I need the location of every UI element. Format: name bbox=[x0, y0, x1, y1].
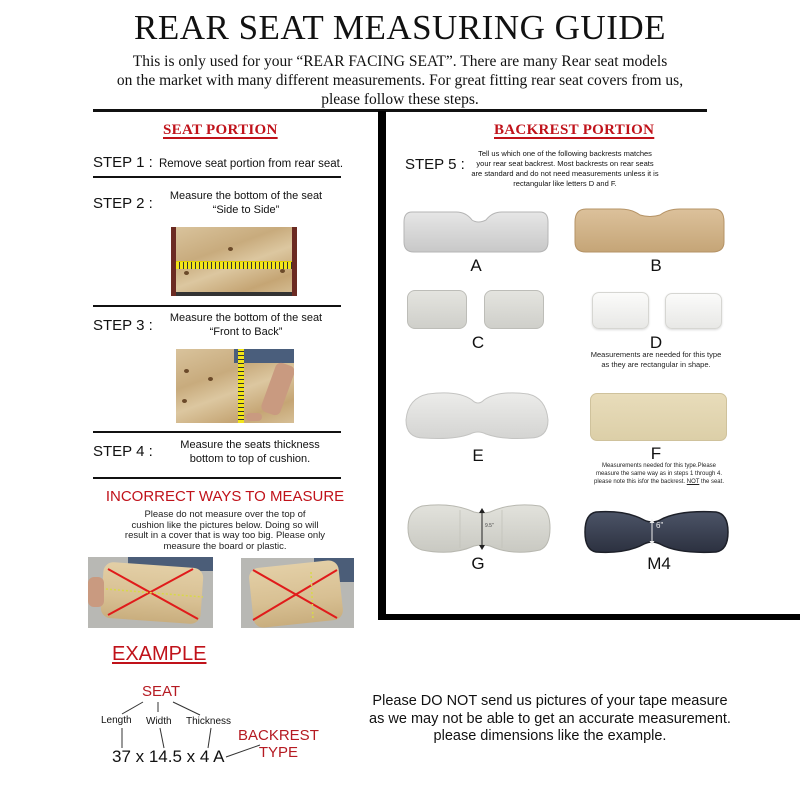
step-1-label: STEP 1 : bbox=[93, 154, 153, 171]
backrest-b-image bbox=[572, 206, 728, 256]
backrest-d-image-right bbox=[665, 293, 722, 329]
step-3-text bbox=[156, 312, 336, 339]
backrest-a-image bbox=[402, 208, 550, 254]
incorrect-line: cushion like the pictures below. Doing so will bbox=[131, 519, 319, 531]
step-1-text: Remove seat portion from rear seat. bbox=[158, 158, 344, 170]
step-divider bbox=[93, 431, 341, 433]
thickness-label: Thickness bbox=[186, 716, 232, 727]
backrest-m4-label: M4 bbox=[647, 554, 671, 573]
incorrect-text bbox=[120, 510, 330, 552]
note-text: the seat. bbox=[699, 479, 724, 485]
note-text: please note this isfor the backrest. bbox=[594, 479, 686, 485]
red-x-icon bbox=[241, 558, 354, 628]
tape-measure-warning bbox=[340, 693, 760, 746]
incorrect-line: Please do not measure over the top of bbox=[144, 509, 306, 520]
backrest-b-label: B bbox=[650, 256, 662, 275]
step-2-label: STEP 2 : bbox=[93, 195, 153, 212]
example-backrest-type-label bbox=[238, 727, 319, 761]
backrest-f-label: F bbox=[650, 444, 662, 463]
backrest-c-image-right bbox=[484, 290, 544, 329]
backrest-d-label: D bbox=[649, 333, 663, 352]
example-formula: 37 x 14.5 x 4 A bbox=[112, 747, 225, 766]
step-divider bbox=[93, 176, 341, 178]
backrest-portion-heading: BACKREST PORTION bbox=[494, 122, 655, 138]
backrest-f-image bbox=[590, 393, 727, 441]
backrest-e-label: E bbox=[472, 446, 484, 465]
step-5-label: STEP 5 : bbox=[405, 156, 465, 173]
backrest-d-image-left bbox=[592, 292, 649, 329]
backrest-bottom-border bbox=[378, 614, 800, 620]
step-5-line: rectangular like letters D and F. bbox=[513, 179, 617, 188]
step-4-text bbox=[160, 439, 340, 466]
backrest-g-label: G bbox=[471, 554, 485, 573]
step-5-text bbox=[460, 149, 670, 189]
incorrect-heading: INCORRECT WAYS TO MEASURE bbox=[105, 488, 345, 505]
board-hole bbox=[208, 377, 213, 381]
top-divider bbox=[93, 109, 707, 112]
step-5-line: your rear seat backrest. Most backrests on rear seats bbox=[476, 159, 654, 168]
red-x-icon bbox=[88, 557, 213, 628]
backrest-type-line: TYPE bbox=[258, 744, 299, 761]
example-heading: EXAMPLE bbox=[112, 643, 207, 665]
width-label: Width bbox=[146, 716, 172, 727]
step-4-label: STEP 4 : bbox=[93, 443, 153, 460]
backrest-g-dimension: 9.5" bbox=[485, 523, 494, 529]
step-4-line: bottom to top of cushion. bbox=[189, 452, 311, 465]
intro-line: on the market with many different measurements. For great fitting rear seat covers from us, bbox=[116, 72, 684, 89]
step-2-line: Measure the bottom of the seat bbox=[169, 190, 323, 202]
side-to-side-photo bbox=[171, 227, 297, 296]
warning-line: please dimensions like the example. bbox=[433, 728, 667, 744]
backrest-a-label: A bbox=[470, 256, 482, 275]
intro-text bbox=[100, 52, 700, 109]
step-2-line: “Side to Side” bbox=[212, 203, 280, 216]
photo-edge bbox=[176, 292, 292, 296]
note-line: Measurements needed for this type.Please bbox=[601, 463, 717, 469]
column-divider bbox=[378, 111, 386, 620]
board-hole bbox=[182, 399, 187, 403]
backrest-type-line: BACKREST bbox=[238, 727, 319, 744]
backrest-c-label: C bbox=[471, 333, 485, 352]
warning-line: as we may not be able to get an accurate measurement. bbox=[369, 710, 731, 727]
step-5-line: are standard and do not need measurements unless it is bbox=[471, 169, 659, 178]
board-hole bbox=[280, 269, 285, 273]
note-line: as they are rectangular in shape. bbox=[601, 359, 711, 369]
tape-measure-icon bbox=[238, 349, 244, 423]
seat-portion-heading: SEAT PORTION bbox=[163, 122, 278, 138]
incorrect-photo-1 bbox=[88, 557, 213, 628]
note-line: measure the same way as in steps 1 through 4. bbox=[595, 471, 723, 477]
intro-line: please follow these steps. bbox=[321, 91, 479, 108]
board-hole bbox=[184, 369, 189, 373]
incorrect-line: measure the board or plastic. bbox=[163, 540, 287, 552]
incorrect-photo-2 bbox=[241, 558, 354, 628]
length-label: Length bbox=[101, 715, 132, 726]
example-seat-label: SEAT bbox=[142, 683, 181, 700]
step-5-line: Tell us which one of the following backrests matches bbox=[478, 149, 652, 158]
step-3-label: STEP 3 : bbox=[93, 317, 153, 334]
step-divider bbox=[93, 305, 341, 307]
page-title: REAR SEAT MEASURING GUIDE bbox=[133, 8, 666, 47]
backrest-m4-dimension: 6" bbox=[656, 521, 664, 530]
intro-line: This is only used for your “REAR FACING SEAT”. There are many Rear seat models bbox=[132, 53, 668, 70]
hand bbox=[246, 413, 262, 421]
front-to-back-photo bbox=[176, 349, 294, 423]
incorrect-line: result in a cover that is way too big. Please only bbox=[124, 530, 326, 541]
backrest-f-note bbox=[576, 462, 742, 486]
backrest-c-image-left bbox=[407, 290, 467, 329]
step-divider bbox=[93, 477, 341, 479]
tape-measure-icon bbox=[176, 261, 292, 269]
warning-line: Please DO NOT send us pictures of your tape measure bbox=[372, 693, 728, 709]
board-hole bbox=[184, 271, 189, 275]
arm bbox=[260, 361, 294, 417]
step-3-line: Measure the bottom of the seat bbox=[169, 312, 323, 324]
note-line: Measurements are needed for this type bbox=[590, 350, 722, 359]
note-line bbox=[576, 478, 742, 486]
note-emphasis: NOT bbox=[686, 479, 700, 485]
step-2-text bbox=[156, 190, 336, 217]
backrest-g-image bbox=[402, 500, 552, 556]
backrest-m4-image bbox=[582, 508, 732, 556]
backrest-d-note bbox=[566, 350, 746, 369]
step-4-line: Measure the seats thickness bbox=[180, 439, 320, 451]
board-hole bbox=[228, 247, 233, 251]
backrest-e-image bbox=[402, 390, 552, 442]
step-3-line: “Front to Back” bbox=[209, 325, 283, 338]
